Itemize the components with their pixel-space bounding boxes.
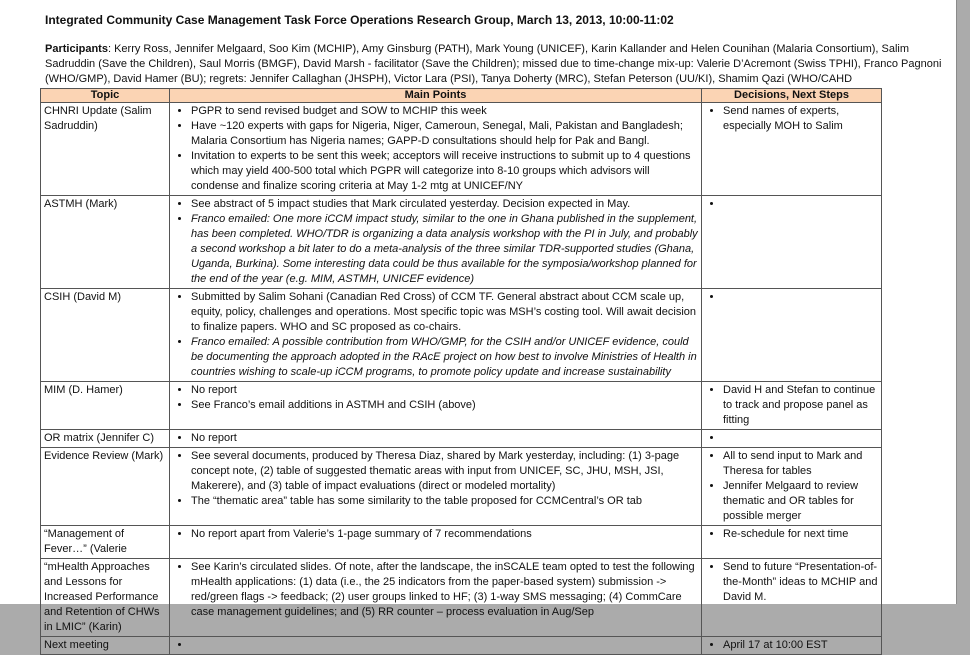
decisions-list (705, 431, 878, 446)
table-row (41, 637, 882, 655)
decisions-cell (702, 196, 882, 289)
decisions-cell (702, 382, 882, 430)
main-points-cell (170, 430, 702, 448)
decision-item (723, 431, 878, 446)
participants-paragraph (45, 42, 950, 87)
header-main-points: Main Points (170, 89, 702, 103)
main-point-item: • See several documents, produced by Theresa Diaz, shared by Mark yesterday, including: (1) 3-page concept note, (2) table of suggested thematic areas with input from UNICEF, SC, JHU, MSH, JSI, Makerere), and (3) table of impact evaluations (direct or modeled mortality) (191, 449, 698, 494)
participants-list: : Kerry Ross, Jennifer Melgaard, Soo Kim (MCHIP), Amy Ginsburg (PATH), Mark Young (UNICEF), Karin Kallander and Helen Counihan (Malaria Consortium), Salim Sadruddin (Save the Children), Saul Morris (BMGF), David Marsh - facilitator (Save the Children); missed due to time-change mix-up: Valerie D’Acremont (Swiss TPHI), Franco Pagnoni (WHO/GMP), David Hamer (BU); regrets: Jennifer Callaghan (JHSPH), Victor Lara (PSI), Tanya Doherty (MRC), Stefan Peterson (UU/KI), Shamim Qazi (WHO/CAHD (45, 43, 942, 85)
minutes-table (40, 88, 882, 655)
main-point-item: • See abstract of 5 impact studies that Mark circulated yesterday. Decision expected in May. (191, 197, 698, 212)
decisions-cell (702, 289, 882, 382)
header-decisions: Decisions, Next Steps (702, 89, 882, 103)
decision-item: • David H and Stefan to continue to track and propose panel as fitting (723, 383, 878, 428)
decisions-list (705, 104, 878, 134)
main-points-list (173, 197, 698, 287)
main-points-list (173, 104, 698, 194)
decisions-cell (702, 448, 882, 526)
main-points-list (173, 431, 698, 446)
main-point-item: • Invitation to experts to be sent this week; acceptors will receive instructions to submit up to 4 questions which may yield 400-500 total which PGPR will categorize into 8-10 groups which advisors will condense and finalize scoring criteria at May 1-2 mtg at UNICEF/NY (191, 149, 698, 194)
decisions-cell (702, 103, 882, 196)
table-row (41, 526, 882, 559)
main-point-item: • No report (191, 383, 698, 398)
topic-cell: Evidence Review (Mark) (41, 448, 170, 526)
table-row (41, 103, 882, 196)
decisions-cell (702, 559, 882, 637)
main-point-item: • See Karin’s circulated slides. Of note, after the landscape, the inSCALE team opted to test the following mHealth applications: (1) data (i.e., the 25 indicators from the paper-based system) submission -> red/green flags -> feedback; (2) user groups linked to HF; (3) 1-way SMS messaging; (4) CommCare case management guidelines; and (5) RR counter – process evaluation in Aug/Sep (191, 560, 698, 620)
topic-cell: “mHealth Approaches and Lessons for Increased Performance and Retention of CHWs in LMIC” (Karin) (41, 559, 170, 637)
main-point-item: • PGPR to send revised budget and SOW to MCHIP this week (191, 104, 698, 119)
main-point-item: • Franco emailed: One more iCCM impact study, similar to the one in Ghana published in the supplement, has been completed. WHO/TDR is organizing a data analysis workshop with the PI in July, and probably a second workshop a bit later to do a meta-analysis of the three similar TDR-supported studies (Ghana, Uganda, Burkina). Some interesting data could be thus available for the symposia/workshop planned for the end of the year (e.g. MIM, ASTMH, UNICEF evidence) (191, 212, 698, 287)
topic-cell: CHNRI Update (Salim Sadruddin) (41, 103, 170, 196)
decisions-list (705, 197, 878, 212)
main-point-item (191, 638, 698, 653)
main-points-list (173, 290, 698, 380)
decisions-list (705, 290, 878, 305)
decisions-cell (702, 526, 882, 559)
main-points-cell (170, 637, 702, 655)
table-row (41, 382, 882, 430)
table-header-row (41, 89, 882, 103)
header-topic: Topic (41, 89, 170, 103)
decisions-list (705, 527, 878, 542)
decision-item (723, 290, 878, 305)
main-points-list (173, 638, 698, 653)
main-points-cell (170, 448, 702, 526)
meeting-title: Integrated Community Case Management Task Force Operations Research Group, March 13, 2013, 10:00-11:02 (45, 13, 674, 27)
topic-cell: CSIH (David M) (41, 289, 170, 382)
topic-cell: “Management of Fever…” (Valerie (41, 526, 170, 559)
table-row (41, 448, 882, 526)
main-points-cell (170, 103, 702, 196)
decision-item (723, 197, 878, 212)
main-points-list (173, 449, 698, 509)
table-body (41, 103, 882, 655)
participants-label: Participants (45, 43, 108, 55)
decisions-list (705, 638, 878, 653)
decisions-cell (702, 430, 882, 448)
table-row (41, 196, 882, 289)
main-point-item: • See Franco’s email additions in ASTMH and CSIH (above) (191, 398, 698, 413)
topic-cell: ASTMH (Mark) (41, 196, 170, 289)
main-points-cell (170, 289, 702, 382)
decision-item: • Re-schedule for next time (723, 527, 878, 542)
decision-item: • Jennifer Melgaard to review thematic and OR tables for possible merger (723, 479, 878, 524)
main-points-list (173, 560, 698, 620)
decision-item: • April 17 at 10:00 EST (723, 638, 878, 653)
table-row (41, 559, 882, 637)
main-point-item: • Submitted by Salim Sohani (Canadian Red Cross) of CCM TF. General abstract about CCM scale up, equity, policy, challenges and operations. Most specific topic was MSH’s costing tool. Will await decision to finalize papers. WHO and SC proposed as co-chairs. (191, 290, 698, 335)
main-points-cell (170, 526, 702, 559)
table-row (41, 430, 882, 448)
topic-cell: Next meeting (41, 637, 170, 655)
main-points-list (173, 383, 698, 413)
main-points-cell (170, 559, 702, 637)
main-point-item: • Have ~120 experts with gaps for Nigeria, Niger, Cameroun, Senegal, Mali, Pakistan and Bangladesh; Malaria Consortium has Nigeria names; GAPP-D consultations should help for Pak and Bangl. (191, 119, 698, 149)
decisions-cell (702, 637, 882, 655)
topic-cell: MIM (D. Hamer) (41, 382, 170, 430)
topic-cell: OR matrix (Jennifer C) (41, 430, 170, 448)
main-points-cell (170, 382, 702, 430)
table-row (41, 289, 882, 382)
main-point-item: • Franco emailed: A possible contribution from WHO/GMP, for the CSIH and/or UNICEF evidence, could be documenting the approach adopted in the RAcE project on how best to involve Ministries of Health in countries wishing to scale-up iCCM programs, to promote policy update and increase sustainability (191, 335, 698, 380)
main-point-item: • No report (191, 431, 698, 446)
decisions-list (705, 560, 878, 605)
decision-item: • Send to future “Presentation-of-the-Month” ideas to MCHIP and David M. (723, 560, 878, 605)
main-points-list (173, 527, 698, 542)
decision-item: • All to send input to Mark and Theresa for tables (723, 449, 878, 479)
main-point-item: • The “thematic area” table has some similarity to the table proposed for CCMCentral’s OR tab (191, 494, 698, 509)
main-points-cell (170, 196, 702, 289)
decisions-list (705, 449, 878, 524)
decisions-list (705, 383, 878, 428)
main-point-item: • No report apart from Valerie’s 1-page summary of 7 recommendations (191, 527, 698, 542)
decision-item: • Send names of experts, especially MOH to Salim (723, 104, 878, 134)
